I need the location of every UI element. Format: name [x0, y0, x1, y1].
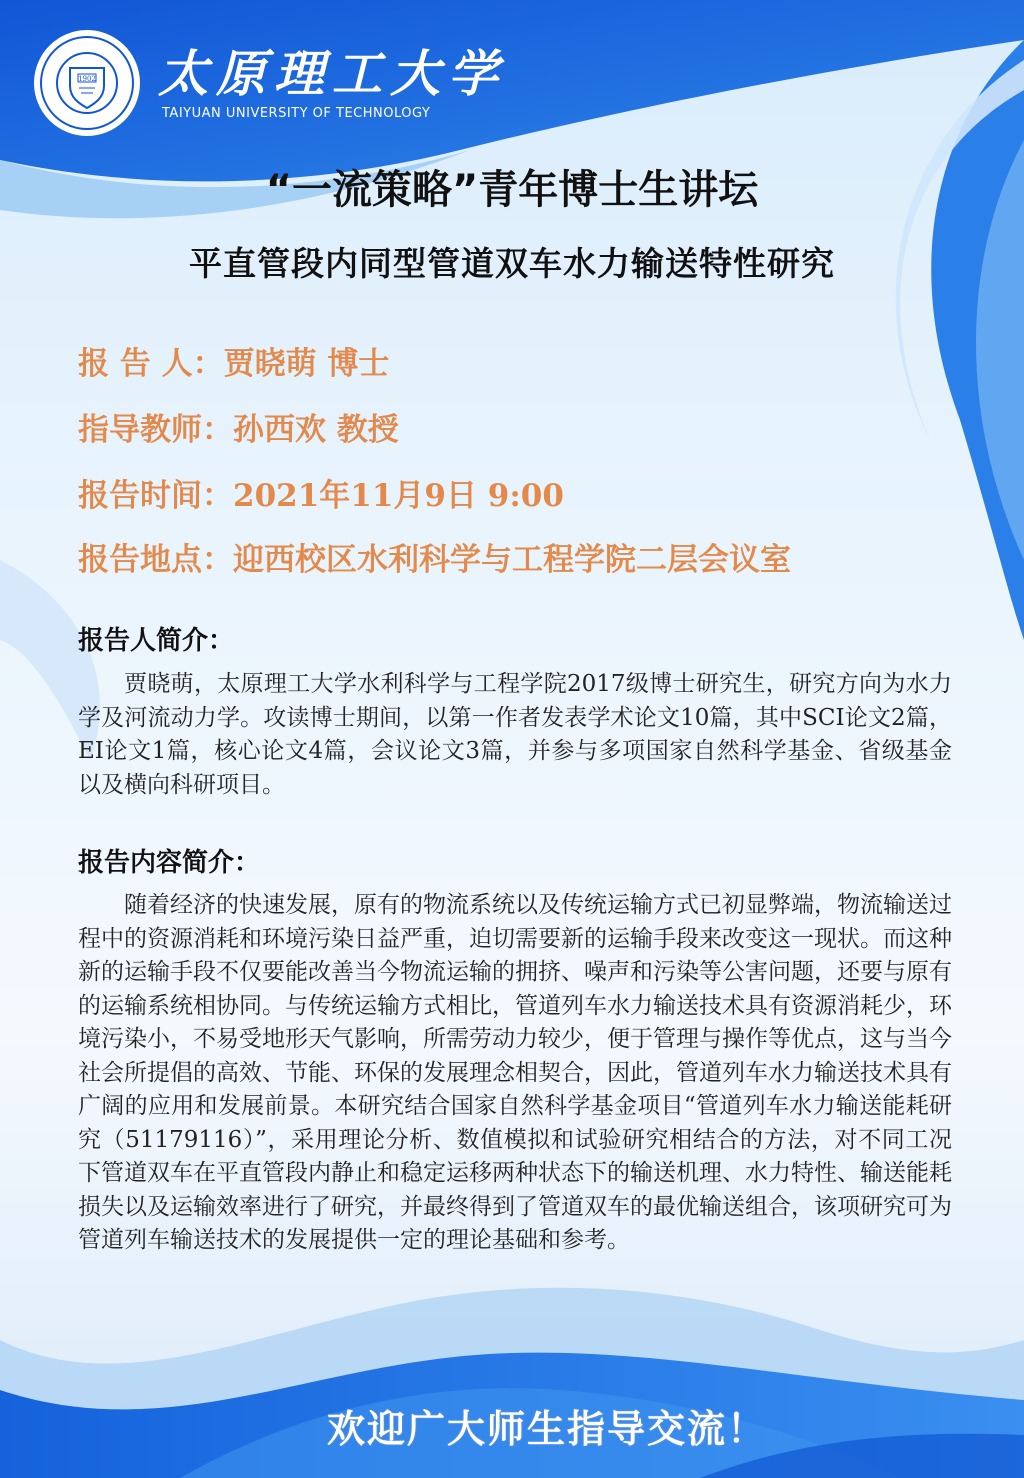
talk-title: 平直管段内同型管道双车水力输送特性研究 [189, 244, 835, 283]
info-value: 迎西校区水利科学与工程学院二层会议室 [233, 542, 791, 578]
info-row-location [78, 534, 791, 579]
content-paragraph: 随着经济的快速发展，原有的物流系统以及传统运输方式已初显弊端，物流输送过程中的资源消耗和环境污染日益严重，迫切需要新的运输手段来改变这一现状。而这种新的运输手段不仅要能改善当今物流运输的拥挤、噪声和污染等公害问题，还要与原有的运输系统相协同。与传统运输方式相比，管道列车水力输送技术具有资源消耗少，环境污染小，不易受地形天气影响，所需劳动力较少，便于管理与操作等优点，这与当今社会所提倡的高效、节能、环保的发展理念相契合，因此，管道列车水力输送技术具有广阔的应用和发展前景。本研究结合国家自然科学基金项目“管道列车水力输送能耗研究（51179116）”，采用理论分析、数值模拟和试验研究相结合的方法，对不同工况下管道双车在平直管段内静止和稳定运移两种状态下的输送机理、水力特性、输送能耗损失以及运输效率进行了研究，并最终得到了管道双车的最优输送组合，该项研究可为管道列车输送技术的发展提供一定的理论基础和参考。 [78, 892, 952, 1253]
info-row-time [78, 470, 564, 515]
info-value: 贾晓萌 博士 [223, 346, 390, 382]
info-label: 指导教师： [78, 412, 233, 448]
seal-emblem-icon [32, 28, 142, 138]
info-row-speaker [78, 338, 389, 383]
info-label: 报告时间： [78, 478, 233, 514]
welcome-banner: 欢迎广大师生指导交流！ [326, 1407, 767, 1451]
university-seal [32, 28, 142, 138]
forum-title: “一流策略”青年博士生讲坛 [265, 167, 759, 213]
info-label: 报 告 人： [78, 346, 224, 382]
bio-heading: 报告人简介： [78, 626, 235, 656]
bio-paragraph: 贾晓萌，太原理工大学水利科学与工程学院2017级博士研究生，研究方向为水力学及河流动力学。攻读博士期间，以第一作者发表学术论文10篇，其中SCI论文2篇，EI论文1篇，核心论文4篇，会议论文3篇，并参与多项国家自然科学基金、省级基金以及横向科研项目。 [78, 671, 952, 798]
content-heading: 报告内容简介： [78, 848, 261, 878]
university-name-cn: 太原理工大学 [158, 44, 506, 103]
info-value: 孙西欢 教授 [233, 412, 399, 448]
svg-text:1902: 1902 [78, 75, 96, 83]
university-name-en: TAIYUAN UNIVERSITY OF TECHNOLOGY [162, 106, 431, 121]
info-row-advisor [78, 404, 399, 449]
info-label: 报告地点： [78, 542, 233, 578]
info-value: 2021年11月9日 9:00 [233, 478, 564, 514]
